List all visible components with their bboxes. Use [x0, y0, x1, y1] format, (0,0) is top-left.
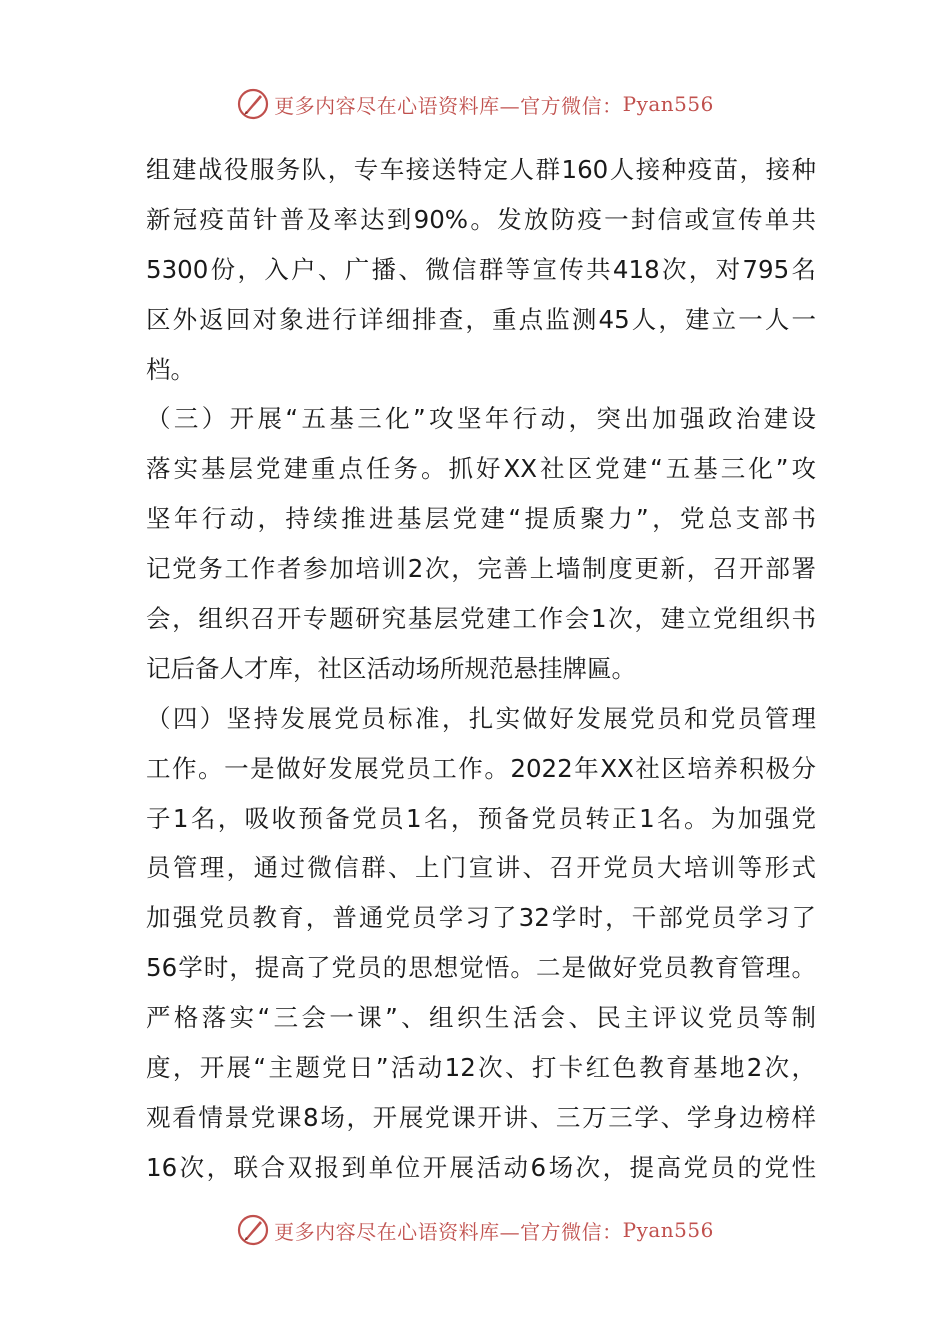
header-banner-brand: Pyan556: [622, 92, 714, 116]
body-line: 子1名，吸收预备党员1名，预备党员转正1名。为加强党: [146, 803, 816, 833]
body-line: 16次，联合双报到单位开展活动6场次，提高党员的党性: [146, 1152, 816, 1182]
quill-logo-icon: [236, 1213, 270, 1247]
quill-logo-icon: [236, 87, 270, 121]
body-line: 观看情景党课8场，开展党课开讲、三万三学、学身边榜样: [146, 1102, 816, 1132]
section-heading-line: （四）坚持发展党员标准，扎实做好发展党员和党员管理: [146, 703, 816, 733]
body-line: 56学时，提高了党员的思想觉悟。二是做好党员教育管理。: [146, 953, 816, 983]
body-line: 记后备人才库，社区活动场所规范悬挂牌匾。: [146, 653, 636, 683]
body-line: 坚年行动，持续推进基层党建“提质聚力”，党总支部书: [146, 504, 816, 534]
document-body: [146, 145, 816, 1193]
body-line: 区外返回对象进行详细排查，重点监测45人，建立一人一: [146, 304, 816, 334]
body-line: 5300份，入户、广播、微信群等宣传共418次，对795名: [146, 254, 816, 284]
body-line: 记党务工作者参加培训2次，完善上墙制度更新，召开部署: [146, 554, 816, 584]
body-line: 档。: [146, 354, 195, 384]
header-banner: [0, 84, 950, 124]
body-line: 组建战役服务队，专车接送特定人群160人接种疫苗，接种: [146, 155, 816, 184]
body-line: 落实基层党建重点任务。抓好XX社区党建“五基三化”攻: [146, 454, 816, 484]
body-line: 加强党员教育，普通党员学习了32学时，干部党员学习了: [146, 903, 816, 933]
section-heading-line: （三）开展“五基三化”攻坚年行动，突出加强政治建设: [146, 404, 816, 434]
footer-banner-brand: Pyan556: [622, 1218, 714, 1242]
body-line: 工作。一是做好发展党员工作。2022年XX社区培养积极分: [146, 753, 816, 783]
header-banner-text: 更多内容尽在心语资料库—官方微信：: [274, 93, 623, 118]
body-line: 度，开展“主题党日”活动12次、打卡红色教育基地2次，: [146, 1053, 816, 1083]
footer-banner-text: 更多内容尽在心语资料库—官方微信：: [274, 1219, 623, 1244]
body-line: 员管理，通过微信群、上门宣讲、召开党员大培训等形式: [146, 853, 816, 883]
body-line: 会，组织召开专题研究基层党建工作会1次，建立党组织书: [146, 604, 816, 634]
body-line: 严格落实“三会一课”、组织生活会、民主评议党员等制: [146, 1003, 816, 1033]
footer-banner: [0, 1210, 950, 1250]
body-line: 新冠疫苗针普及率达到90%。发放防疫一封信或宣传单共: [146, 204, 816, 234]
